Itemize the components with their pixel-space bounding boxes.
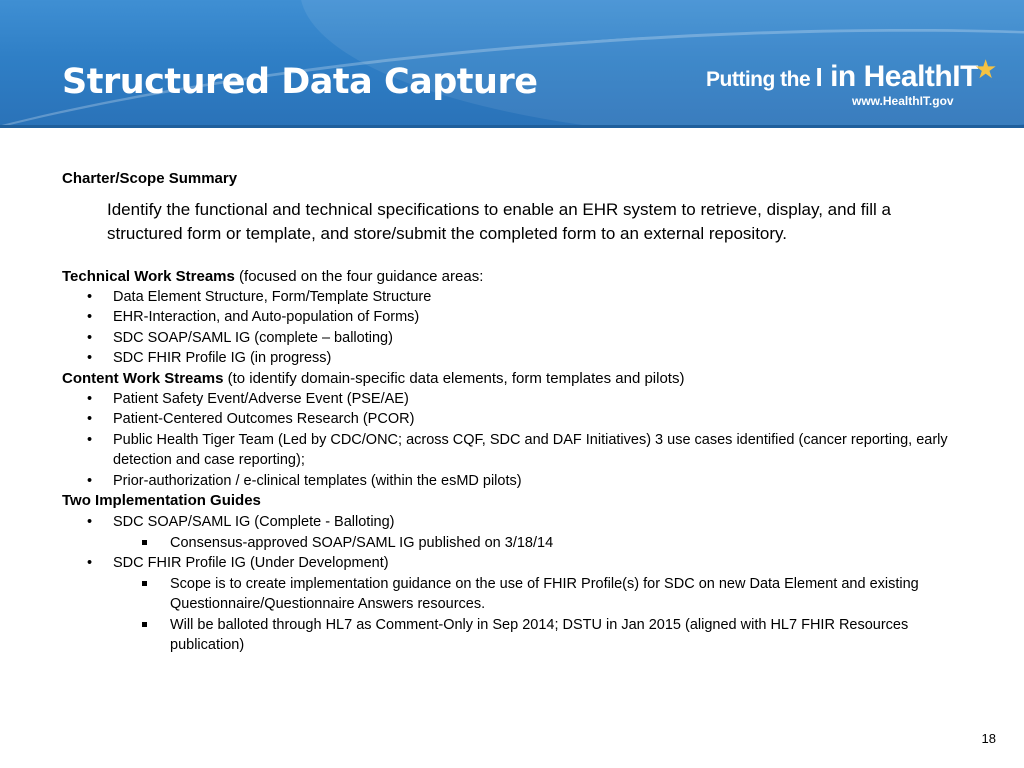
page-number: 18 xyxy=(981,731,996,746)
sub-list-item: Will be balloted through HL7 as Comment-Only in Sep 2014; DSTU in Jan 2015 (aligned with HL7 FHIR Resources publication) xyxy=(170,615,970,655)
list-item: • Patient Safety Event/Adverse Event (PSE/AE) xyxy=(113,389,953,409)
logo-tagline xyxy=(706,60,978,94)
list-item: • SDC FHIR Profile IG (in progress) xyxy=(113,348,953,368)
content-heading-note: (to identify domain-specific data elements, form templates and pilots) xyxy=(223,370,685,387)
slide-title: Structured Data Capture xyxy=(62,62,538,102)
healthit-logo xyxy=(706,52,1006,112)
list-item: • Patient-Centered Outcomes Research (PCOR) xyxy=(113,409,953,429)
sub-list-item: Scope is to create implementation guidance on the use of FHIR Profile(s) for SDC on new Data Element and existing Questionnaire/Questionnaire Answers resources. xyxy=(170,574,970,614)
technical-heading xyxy=(62,268,483,285)
charter-text: Identify the functional and technical specifications to enable an EHR system to retrieve, display, and fill a structured form or template, and store/submit the completed form to an external repository. xyxy=(107,200,892,243)
technical-heading-label: Technical Work Streams xyxy=(62,268,235,285)
list-item: • SDC SOAP/SAML IG (Complete - Balloting) xyxy=(113,512,953,532)
sub-list-item: Consensus-approved SOAP/SAML IG published on 3/18/14 xyxy=(170,533,970,553)
slide-header xyxy=(0,0,1024,128)
charter-heading: Charter/Scope Summary xyxy=(62,170,238,187)
list-item: • Prior-authorization / e-clinical templates (within the esMD pilots) xyxy=(113,471,953,491)
guides-heading: Two Implementation Guides xyxy=(62,492,261,509)
content-heading-label: Content Work Streams xyxy=(62,370,224,387)
list-item: • EHR-Interaction, and Auto-population of Forms) xyxy=(113,307,953,327)
logo-tagline-part2: in Health xyxy=(822,60,953,93)
content-heading xyxy=(62,370,684,387)
list-item: • SDC SOAP/SAML IG (complete – balloting) xyxy=(113,328,953,348)
list-item: • Data Element Structure, Form/Template Structure xyxy=(113,287,953,307)
list-item: • Public Health Tiger Team (Led by CDC/ONC; across CQF, SDC and DAF Initiatives) 3 use cases identified (cancer reporting, early detection and case reporting); xyxy=(113,430,953,470)
logo-url: www.HealthIT.gov xyxy=(852,94,954,108)
logo-tagline-i: I xyxy=(815,62,823,92)
logo-tagline-it: IT xyxy=(952,60,978,93)
star-icon: ★ xyxy=(974,54,998,84)
logo-tagline-part1: Putting the xyxy=(706,68,811,91)
header-divider xyxy=(0,125,1024,128)
technical-heading-note: (focused on the four guidance areas: xyxy=(234,268,484,285)
list-item: • SDC FHIR Profile IG (Under Development) xyxy=(113,553,953,573)
